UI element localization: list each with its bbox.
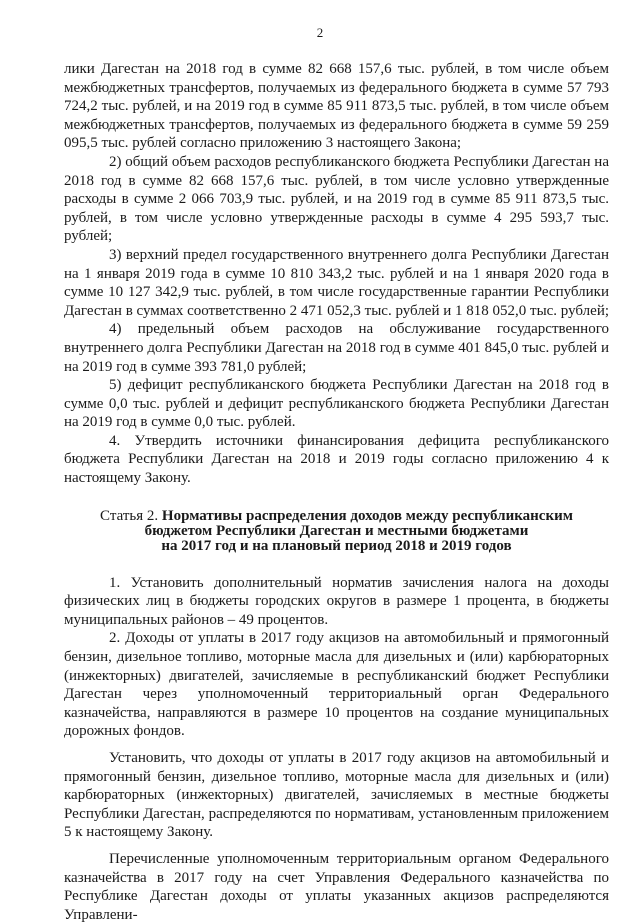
paragraph: 2) общий объем расходов республиканского бюджета Республики Дагестан на 2018 год в сумме 82 668 157,6 тыс. рублей, в том числе условно утвержденные расходы в сумме 2 066 703,9 тыс. рублей, и на 2019 год в сумме 85 911 873,5 тыс. рублей, в том числе условно утвержденные расходы в сумме 4 295 593,7 тыс. рублей;: [64, 153, 609, 245]
paragraph: 2. Доходы от уплаты в 2017 году акцизов на автомобильный и прямогонный бензин, дизельное топливо, моторные масла для дизельных и (или) карбюраторных (инжекторных) двигателей, зачисляемые в республиканский бюджет Республики Дагестан через уполномоченный территориальный орган Федерального казначейства, направляются в размере 10 процентов на создание муниципальных дорожных фондов.: [64, 630, 609, 740]
article-title-line-2: бюджетом Республики Дагестан и местными бюджетами: [144, 522, 529, 539]
article-heading: [64, 509, 609, 554]
paragraph: 4) предельный объем расходов на обслуживание государственного внутреннего долга Республики Дагестан на 2018 год в сумме 401 845,0 тыс. рублей и на 2019 год в сумме 393 781,0 рублей;: [64, 321, 609, 375]
paragraph: Установить, что доходы от уплаты в 2017 году акцизов на автомобильный и прямогонный бензин, дизельное топливо, моторные масла для дизельных и (или) карбюраторных (инжекторных) двигателей, зачисляемых в местные бюджеты Республики Дагестан, распределяются по нормативам, установленным приложением 5 к настоящему Закону.: [64, 750, 609, 841]
paragraph: 4. Утвердить источники финансирования дефицита республиканского бюджета Республики Дагестан на 2018 и 2019 годы согласно приложению 4 к настоящему Закону.: [64, 432, 609, 487]
paragraph-gap: [64, 842, 609, 850]
paragraph: 3) верхний предел государственного внутреннего долга Республики Дагестан на 1 января 2019 года в сумме 10 810 343,2 тыс. рублей и на 1 января 2020 года в сумме 10 127 342,9 тыс. рублей, в том числе государственные гарантии Республики Дагестан в суммах соответственно 2 471 052,3 тыс. рублей и 1 818 052,0 тыс. рублей;: [64, 246, 610, 319]
article-title-line-3: на 2017 год и на плановый период 2018 и 2019 годов: [161, 537, 512, 554]
paragraph-gap: [64, 741, 609, 749]
page-number: 2: [316, 25, 324, 40]
paragraph: лики Дагестан на 2018 год в сумме 82 668 157,6 тыс. рублей, в том числе объем межбюджетных трансфертов, получаемых из федерального бюджета в сумме 57 793 724,2 тыс. рублей, и на 2019 год в сумме 85 911 873,5 тыс. рублей, в том числе объем межбюджетных трансфертов, получаемых из федерального бюджета в сумме 59 259 095,5 тыс. рублей согласно приложению 3 настоящего Закона;: [64, 61, 609, 152]
document-body: [64, 60, 609, 924]
paragraph: 1. Установить дополнительный норматив зачисления налога на доходы физических лиц в бюджеты городских округов в размере 1 процента, в бюджеты муниципальных районов – 49 процентов.: [64, 574, 609, 628]
article-title-line-1: Нормативы распределения доходов между республиканским: [161, 507, 573, 524]
article-number: Статья 2.: [100, 507, 159, 524]
paragraph: Перечисленные уполномоченным территориальным органом Федерального казначейства в 2017 году на счет Управления Федерального казначейства по Республике Дагестан доходы от уплаты указанных акцизов распределяются Управлени-: [64, 850, 609, 923]
paragraph: 5) дефицит республиканского бюджета Республики Дагестан на 2018 год в сумме 0,0 тыс. рублей и дефицит республиканского бюджета Республики Дагестан на 2019 год в сумме 0,0 тыс. рублей.: [64, 377, 609, 431]
